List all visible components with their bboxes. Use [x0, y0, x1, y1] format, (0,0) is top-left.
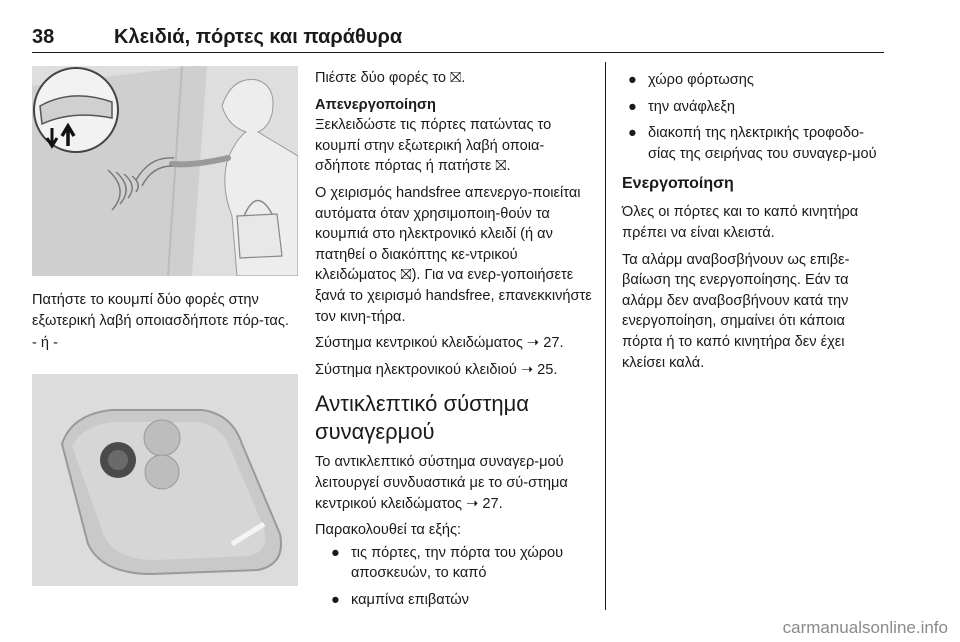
bullet-icon: ● — [331, 544, 340, 561]
list-item: ● την ανάφλεξη — [622, 97, 886, 118]
list-item: ● τις πόρτες, την πόρτα του χώρου αποσκευών, το καπό — [331, 544, 564, 582]
alarm-heading: Αντικλεπτικό σύστημα συναγερμού — [315, 391, 530, 445]
monitored-list — [315, 543, 595, 611]
reference-central-locking: Σύστημα κεντρικού κλειδώματος ➝ 27. — [315, 335, 564, 352]
alarm-text: Το αντικλεπτικό σύστημα συναγερ-μού λειτουργεί συνδυαστικά με το σύ-στημα κεντρικού κλειδώματος ➝ 27. — [315, 454, 568, 512]
column-divider — [605, 62, 606, 610]
list-item: ● καμπίνα επιβατών — [315, 590, 595, 611]
list-item: ● χώρο φόρτωσης — [622, 70, 886, 91]
page-header — [32, 22, 884, 53]
reference-electronic-key: Σύστημα ηλεκτρονικού κλειδιού ➝ 25. — [315, 361, 558, 378]
electronic-key-illustration — [32, 374, 298, 586]
door-handle-illustration — [32, 66, 298, 276]
figure-caption: Πατήστε το κουμπί δύο φορές στην εξωτερική λαβή οποιασδήποτε πόρ-τας. — [32, 292, 289, 329]
activation-text: Όλες οι πόρτες και το καπό κινητήρα πρέπει να είναι κλειστά. — [622, 204, 859, 241]
left-column — [32, 290, 298, 354]
deactivation-text: Ξεκλειδώστε τις πόρτες πατώντας το κουμπί στην εξωτερική λαβή οποια-σδήποτε πόρτας ή πατήστε ⛝. — [315, 117, 552, 175]
or-separator: - ή - — [32, 335, 58, 352]
page-number: 38 — [32, 26, 55, 48]
right-column — [622, 68, 886, 373]
middle-column — [315, 68, 595, 616]
bullet-icon: ● — [628, 125, 637, 142]
activation-heading: Ενεργοποίηση — [622, 175, 734, 193]
monitors-label: Παρακολουθεί τα εξής: — [315, 522, 462, 539]
list-item: ● διακοπή της ηλεκτρικής τροφοδο-σίας της σειρήνας του συναγερ-μού — [628, 125, 877, 162]
watermark: carmanualsonline.info — [782, 618, 948, 637]
bullet-icon: ● — [628, 98, 637, 115]
deactivation-heading: Απενεργοποίηση — [315, 96, 436, 113]
intro-text: Πιέστε δύο φορές το ⛝. — [315, 70, 466, 86]
monitored-list-continued — [622, 70, 886, 164]
alarm-lights-text: Τα αλάρμ αναβοσβήνουν ως επιβε-βαίωση της ενεργοποίησης. Εάν τα αλάρμ δεν αναβοσβήνουν κατά την ενεργοποίηση, σημαίνει ότι κάποια πόρτα ή το καπό κινητήρα δεν έχει κλείσει καλά. — [622, 251, 850, 371]
bullet-icon: ● — [331, 591, 340, 608]
bullet-icon: ● — [628, 72, 637, 88]
page-title: Κλειδιά, πόρτες και παράθυρα — [114, 26, 403, 48]
handsfree-text: Ο χειρισμός handsfree απενεργο-ποιείται αυτόματα όταν χρησιμοποιη-θούν τα κουμπιά στο ηλεκτρονικό κλειδί (ή αν πατηθεί ο διακόπτης κε-ντρικού κλειδώματος ⛝). Για να ενερ-γοποιήσετε ξανά το χειρισμό handsfree, επανεκκινήστε τον κινη-τήρα. — [315, 184, 592, 325]
